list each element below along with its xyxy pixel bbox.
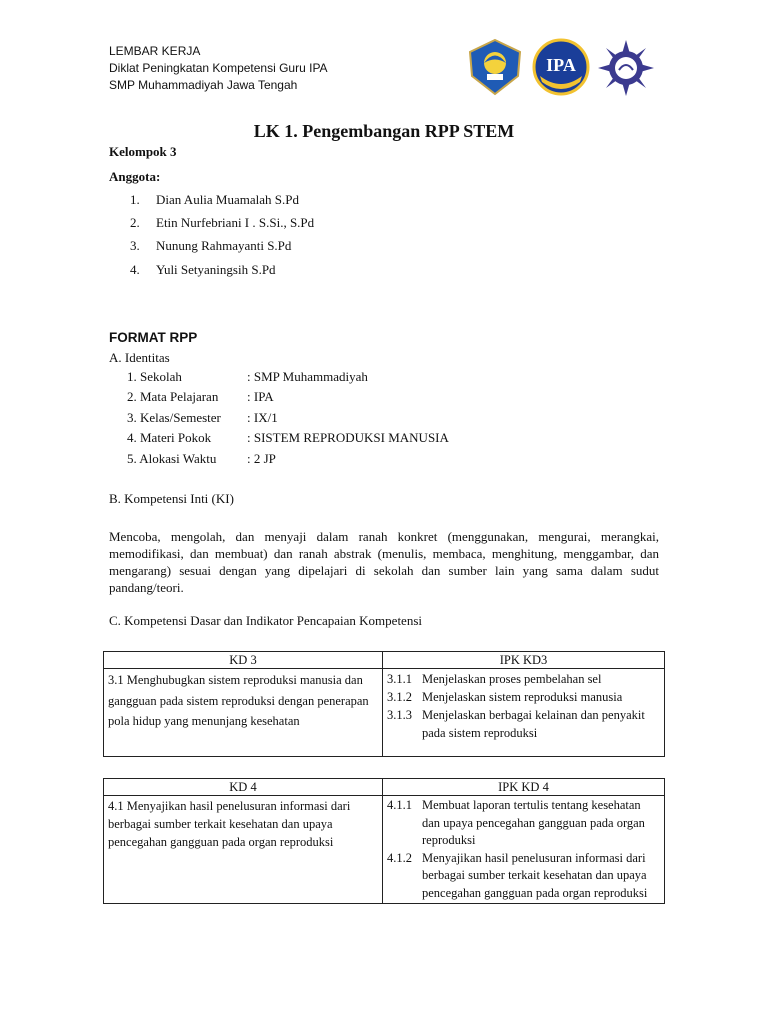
member-name: Dian Aulia Muamalah S.Pd (156, 192, 299, 207)
members-list (130, 192, 314, 285)
identity-list (127, 369, 449, 471)
identity-key: 3. Kelas/Semester (127, 409, 221, 425)
identity-row (127, 410, 449, 430)
identity-row (127, 389, 449, 409)
identity-key: 2. Mata Pelajaran (127, 389, 219, 405)
tut-wuri-handayani-logo (466, 38, 524, 96)
identity-value: : 2 JP (247, 450, 276, 466)
member-name: Yuli Setyaningsih S.Pd (156, 261, 276, 277)
header-line-1: LEMBAR KERJA (109, 44, 201, 58)
ipk-item (387, 706, 660, 742)
identity-value: : SMP Muhammadiyah (247, 369, 368, 384)
table-header: KD 4 (104, 779, 383, 796)
identity-row (127, 430, 449, 450)
list-item (130, 215, 314, 238)
kd-cell: 4.1 Menyajikan hasil penelusuran informasi dari berbagai sumber terkait kesehatan dan upaya pencegahan gangguan pada organ reproduksi (104, 796, 383, 904)
ipk-text: Menjelaskan proses pembelahan sel (422, 672, 602, 686)
identity-row (127, 451, 449, 471)
list-number: 4. (130, 261, 140, 277)
kd4-table (103, 778, 665, 904)
ipa-logo-text: IPA (546, 55, 576, 75)
ipk-cell (383, 796, 665, 904)
section-a-heading: A. Identitas (109, 350, 170, 365)
ipk-number: 3.1.2 (387, 690, 412, 704)
members-label: Anggota: (109, 169, 161, 184)
ipk-text: Menyajikan hasil penelusuran informasi dari berbagai sumber terkait kesehatan dan upaya pencegahan gangguan pada organ reproduksi (422, 850, 648, 900)
logo-group (466, 38, 666, 96)
ipk-text: Membuat laporan tertulis tentang kesehatan dan upaya pencegahan gangguan pada organ reproduksi (422, 798, 645, 847)
identity-key: 1. Sekolah (127, 369, 182, 384)
document-header (109, 43, 328, 94)
list-number: 3. (130, 238, 140, 254)
section-b-heading: B. Kompetensi Inti (KI) (109, 491, 234, 506)
ipk-number: 4.1.1 (387, 798, 412, 812)
format-title: FORMAT RPP (109, 330, 198, 345)
identity-value: : SISTEM REPRODUKSI MANUSIA (247, 430, 449, 446)
header-line-3: SMP Muhammadiyah Jawa Tengah (109, 78, 298, 92)
ipk-cell (383, 669, 665, 757)
table-header: KD 3 (104, 652, 383, 669)
list-number: 1. (130, 192, 140, 207)
identity-value: : IX/1 (247, 409, 278, 425)
member-name: Etin Nurfebriani I . S.Si., S.Pd (156, 215, 315, 231)
ipk-number: 4.1.2 (387, 850, 412, 865)
kd-cell: 3.1 Menghubugkan sistem reproduksi manusia dan gangguan pada sistem reproduksi dengan penerapan pola hidup yang menunjang kesehatan (104, 669, 383, 757)
table-header: IPK KD3 (383, 652, 665, 669)
identity-key: 5. Alokasi Waktu (127, 450, 217, 466)
header-line-2: Diklat Peningkatan Kompetensi Guru IPA (109, 61, 328, 75)
ipk-text: Menjelaskan berbagai kelainan dan penyakit pada sistem reproduksi (422, 708, 645, 740)
ki-paragraph: Mencoba, mengolah, dan menyaji dalam ranah konkret (menggunakan, mengurai, merangkai, memodifikasi, dan membuat) dan ranah abstrak (menulis, membaca, menghitung, menggambar, dan mengarang) sesuai dengan yang dipelajari di sekolah dan sumber lain yang sama dalam sudut pandang/teori. (109, 529, 659, 595)
list-number: 2. (130, 215, 140, 231)
ipk-item (387, 688, 660, 706)
list-item (130, 238, 314, 261)
kd3-table (103, 651, 665, 757)
group-label: Kelompok 3 (109, 144, 177, 159)
ipk-number: 3.1.3 (387, 708, 412, 722)
ipk-item (387, 670, 660, 688)
identity-row (127, 369, 449, 389)
page-title: LK 1. Pengembangan RPP STEM (253, 121, 515, 141)
ipk-item (387, 797, 660, 850)
list-item (130, 192, 314, 215)
ipa-logo (532, 38, 590, 96)
ipk-item (387, 850, 660, 903)
identity-key: 4. Materi Pokok (127, 430, 212, 446)
ipk-number: 3.1.1 (387, 672, 412, 686)
identity-value: : IPA (247, 389, 274, 405)
section-c-heading: C. Kompetensi Dasar dan Indikator Pencapaian Kompetensi (109, 613, 422, 628)
member-name: Nunung Rahmayanti S.Pd (156, 238, 292, 254)
muhammadiyah-logo (596, 38, 656, 98)
list-item (130, 262, 314, 285)
table-header: IPK KD 4 (383, 779, 665, 796)
ipk-text: Menjelaskan sistem reproduksi manusia (422, 690, 623, 704)
